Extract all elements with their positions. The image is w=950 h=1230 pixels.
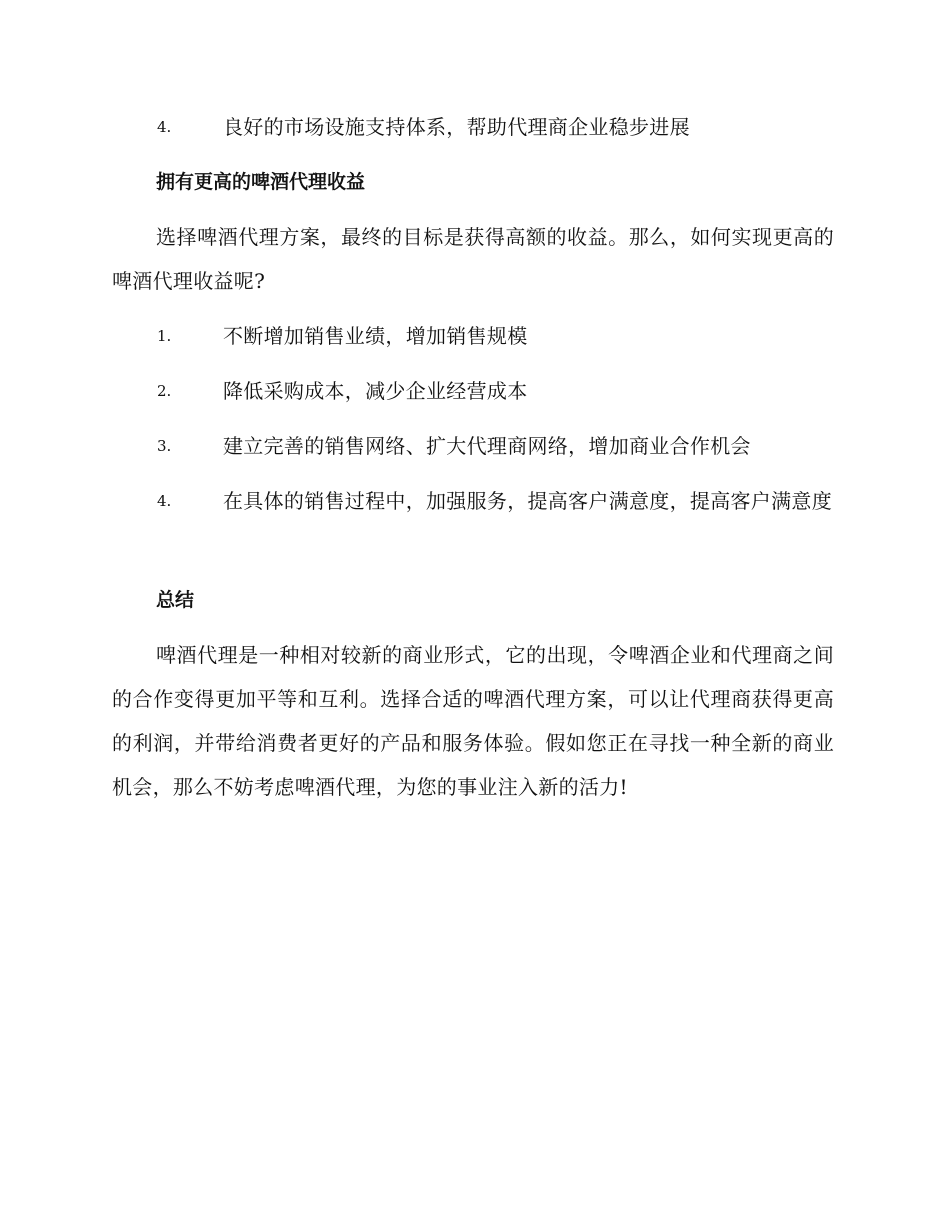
list-text: 在具体的销售过程中，加强服务，提高客户满意度，提高客户满意度: [223, 489, 832, 513]
list-number: 3.: [157, 437, 172, 455]
list-item: [112, 424, 834, 468]
list-text: 降低采购成本，减少企业经营成本: [223, 379, 528, 403]
list-number: 4.: [157, 492, 172, 510]
list-item: [112, 105, 834, 149]
section-heading-revenue: 拥有更高的啤酒代理收益: [156, 171, 366, 193]
summary-paragraph: 啤酒代理是一种相对较新的商业形式，它的出现，令啤酒企业和代理商之间的合作变得更加平等和互利。选择合适的啤酒代理方案，可以让代理商获得更高的利润，并带给消费者更好的产品和服务体验。假如您正在寻找一种全新的商业机会，那么不妨考虑啤酒代理，为您的事业注入新的活力!: [112, 643, 834, 799]
list-text: 建立完善的销售网络、扩大代理商网络，增加商业合作机会: [223, 434, 751, 458]
list-number: 2.: [157, 382, 172, 400]
list-text: 良好的市场设施支持体系，帮助代理商企业稳步进展: [223, 115, 690, 139]
list-number: 4.: [157, 118, 172, 136]
list-item: [112, 314, 834, 358]
list-number: 1.: [157, 327, 172, 345]
list-item: [112, 369, 834, 413]
document-content: [112, 105, 834, 820]
revenue-paragraph: 选择啤酒代理方案，最终的目标是获得高额的收益。那么，如何实现更高的啤酒代理收益呢?: [112, 225, 834, 293]
section-heading-summary: 总结: [156, 589, 195, 611]
list-text: 不断增加销售业绩，增加销售规模: [223, 324, 528, 348]
list-item: [112, 479, 834, 567]
